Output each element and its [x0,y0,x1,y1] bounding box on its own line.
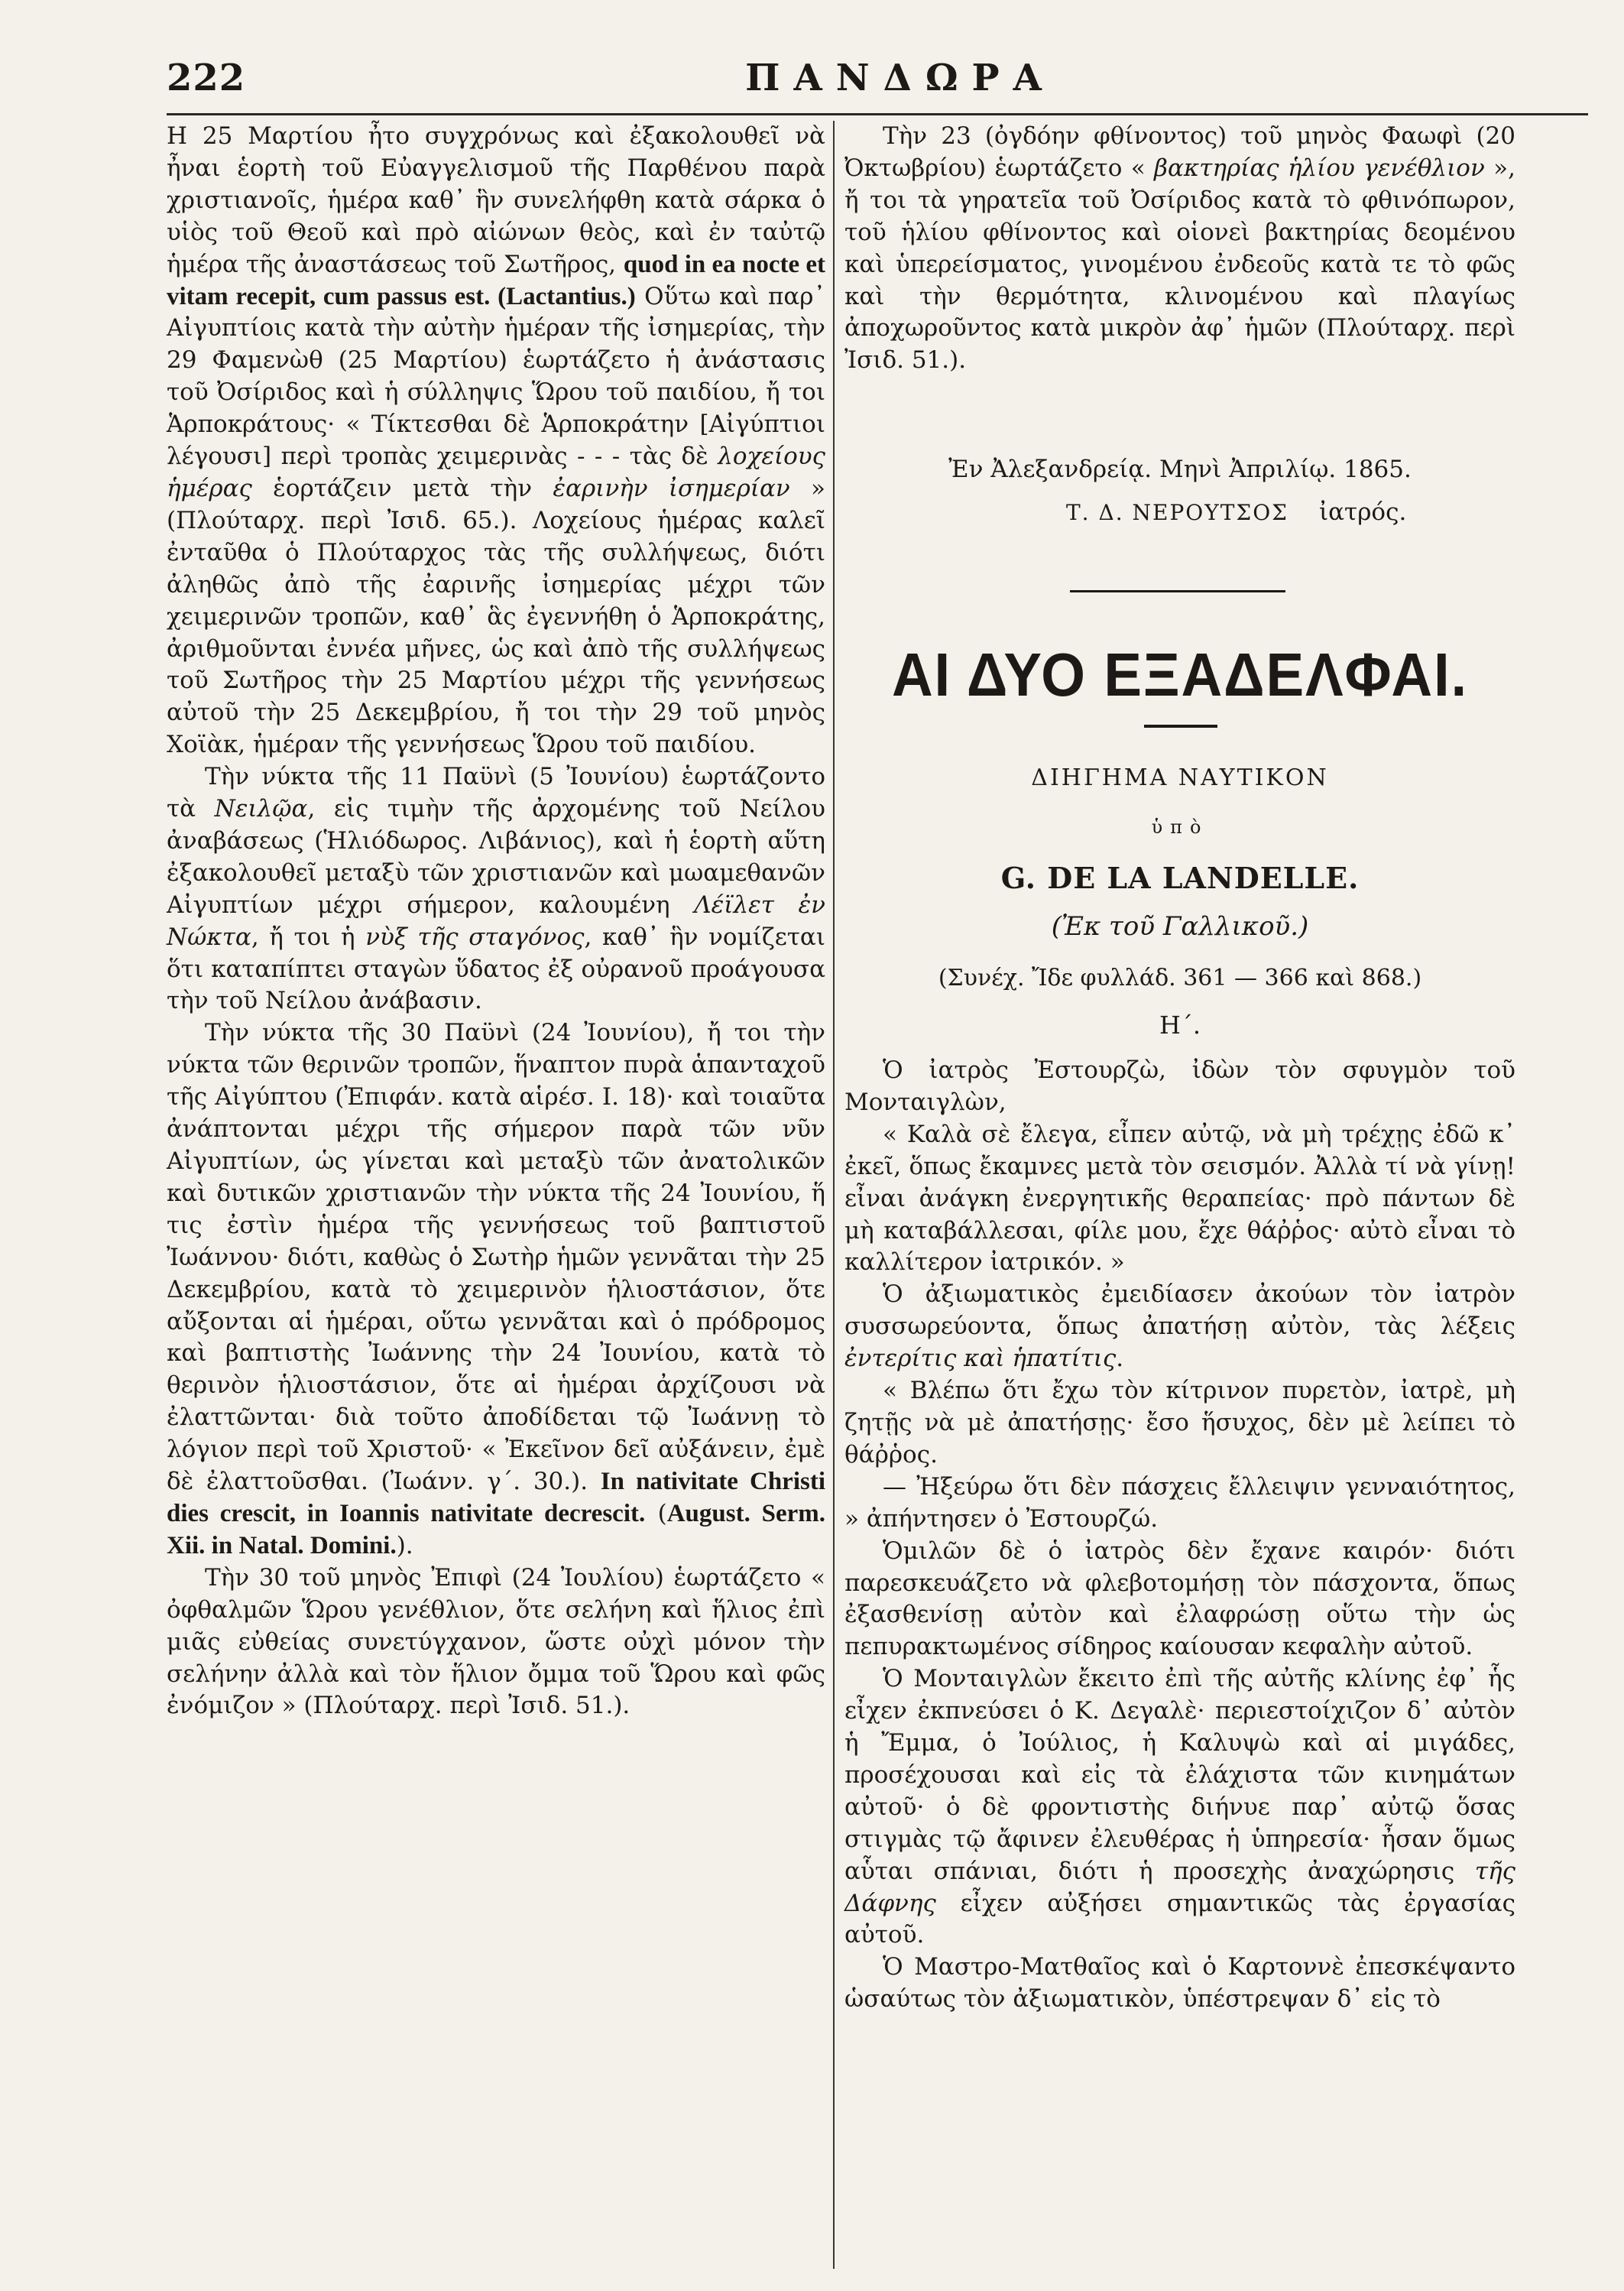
paragraph [167,761,825,1017]
text-run: Ὁ Μονταιγλὼν ἔκειτο ἐπὶ τῆς αὐτῆς κλίνης ἐφ᾿ ἧς εἶχεν ἐκπνεύσει ὁ Κ. Δεγαλὲ· περιεστοίχιζον δ᾿ αὐτὸν ἡ Ἔμμα, ὁ Ἰούλιος, ἡ Καλυψὼ καὶ αἱ μιγάδες, προσέχουσαι καὶ εἰς τὰ ἐλάχιστα τῶν κινημάτων αὐτοῦ· ὁ δὲ φροντιστὴς διήνυε παρ᾿ αὐτῷ ὅσας στιγμὰς τῷ ἄφινεν ἐλευθέρας ἡ ὑπηρεσία· ἦσαν ὅμως αὗται σπάνιαι, διότι ἡ προσεχὴς ἀναχώρησις [844,1665,1515,1885]
title-ornament [1144,725,1217,728]
text-run: Η 25 Μαρτίου ἦτο συγχρόνως καὶ ἐξακολουθεῖ νὰ ἦναι ἑορτὴ τοῦ Εὐαγγελισμοῦ τῆς Παρθένου παρὰ χριστιανοῖς, ἡμέρα καθ᾿ ἣν συνελήφθη κατὰ σάρκα ὁ υἱὸς τοῦ Θεοῦ καὶ πρὸ αἰώνων θεὸς, καὶ ἐν ταὐτῷ ἡμέρα τῆς ἀναστάσεως τοῦ Σωτῆρος, [167,122,825,278]
signature-name: Τ. Δ. ΝΕΡΟΥΤΣΟΣ [1066,500,1289,525]
paragraph [844,1536,1515,1664]
running-title: ΠΑΝΔΩΡΑ [745,57,1055,99]
paragraph [844,1279,1515,1375]
paragraph [167,121,825,761]
chapter-number: Η΄. [1159,1011,1201,1040]
text-run: « Καλὰ σὲ ἔλεγα, εἶπεν αὐτῷ, νὰ μὴ τρέχῃς ἐδῶ κ᾿ ἐκεῖ, ὅπως ἔκαμνες μετὰ τὸν σεισμόν. Ἀλλὰ τί νὰ γίνῃ! εἶναι ἀνάγκη ἐνεργητικῆς θεραπείας· πρὸ πάντων δὲ μὴ καταβάλλεσαι, φίλε μου, ἔχε θάῤῥος· αὐτὸ εἶναι τὸ καλλίτερον ἰατρικόν. » [844,1120,1515,1277]
italic-term: τῆς Δάφνης [844,1857,1515,1917]
signature [844,495,1515,530]
italic-term: Λέϊλετ ἐν Νώκτα [167,891,825,951]
text-run: , ἤ τοι ἡ [251,923,366,951]
column-divider [833,121,835,2269]
latin-quote: quod in ea nocte et vitam recepit, cum passus est. (Lactantius.) [167,250,826,310]
text-run: ἑορτάζειν μετὰ τὴν [251,474,553,502]
text-run: , καθ᾿ ἣν νομίζεται ὅτι καταπίπτει σταγὼν ὕδατος ἐξ οὐρανοῦ προάγουσα τὴν τοῦ Νείλου ἀνάβασιν. [167,923,825,1015]
text-run: Τὴν 23 (ὀγδόην φθίνοντος) τοῦ μηνὸς Φαωφὶ (20 Ὀκτωβρίου) ἑωρτάζετο « [844,122,1515,182]
text-run: ). [396,1531,413,1559]
story-text [844,1055,1515,2016]
story-title: ΑΙ ΔΥΟ ΕΞΑΔΕΛΦΑΙ. [891,641,1469,709]
text-run: Ὁ Μαστρο-Ματθαῖος καὶ ὁ Καρτοννὲ ἐπεσκέψαντο ὡσαύτως τὸν ἀξιωματικὸν, ὑπέστρεψαν δ᾿ εἰς τὸ [844,1953,1515,2014]
story-author: G. DE LA LANDELLE. [1000,861,1360,895]
italic-term: ἐαρινὴν ἰσημερίαν [553,474,790,502]
italic-term: ἐντερίτις καὶ ἡπατίτις [844,1345,1117,1373]
paragraph [844,1952,1515,2016]
italic-term: λοχείους ἡμέρας [167,443,825,502]
text-run: « Βλέπω ὅτι ἔχω τὸν κίτρινον πυρετὸν, ἰατρὲ, μὴ ζητῇς νὰ μὲ ἀπατήσῃς· ἔσο ἥσυχος, δὲν μὲ λείπει τὸ θάῤῥος. [844,1377,1515,1468]
text-run: Ὁμιλῶν δὲ ὁ ἰατρὸς δὲν ἔχανε καιρόν· διότι παρεσκευάζετο νὰ φλεβοτομήσῃ τὸν πάσχοντα, ὅπως ἐξασθενίσῃ αὐτὸν καὶ ἐλαφρώσῃ οὕτω τὴν ὡς πεπυρακτωμένος σίδηρος καίουσαν κεφαλὴν αὐτοῦ. [844,1537,1515,1661]
paragraph [844,1663,1515,1952]
translation-note: (Ἐκ τοῦ Γαλλικοῦ.) [1051,911,1309,942]
text-run: » (Πλούταρχ. περὶ Ἰσιδ. 65.). Λοχείους ἡμέρας καλεῖ ἐνταῦθα ὁ Πλούταρχος τὰς τῆς συλλήψεως, διότι ἀληθῶς ἀπὸ τῆς ἐαρινῆς ἰσημερίας μέχρι τῶν χειμερινῶν τροπῶν, καθ᾿ ἃς ἐγεννήθη ὁ Ἁρποκράτης, ἀριθμοῦνται ἐννέα μῆνες, ὡς καὶ ἀπὸ τῆς συλλήψεως τοῦ Σωτῆρος τὴν 25 Μαρτίου μέχρι τῆς γεννήσεως αὐτοῦ τὴν 25 Δεκεμβρίου, ἤ τοι τὴν 29 τοῦ μηνὸς Χοϊὰκ, ἡμέραν τῆς γεννήσεως Ὥρου τοῦ παιδίου. [167,474,825,759]
text-run: Τὴν νύκτα τῆς 30 Παϋνὶ (24 Ἰουνίου), ἤ τοι τὴν νύκτα τῶν θερινῶν τροπῶν, ἥναπτον πυρὰ ἁπανταχοῦ τῆς Αἰγύπτου (Ἐπιφάν. κατὰ αἱρέσ. I. 18)· καὶ τοιαῦτα ἀνάπτονται μέχρι τῆς σήμερον παρὰ τῶν νῦν Αἰγυπτίων, ὡς γίνεται καὶ μεταξὺ τῶν ἀνατολικῶν καὶ δυτικῶν χριστιανῶν τὴν νύκτα τῆς 24 Ἰουνίου, ἥ τις ἐστὶν ἡμέρα τῆς γεννήσεως τοῦ βαπτιστοῦ Ἰωάννου· διότι, καθὼς ὁ Σωτὴρ ἡμῶν γεννᾶται τὴν 25 Δεκεμβρίου, κατὰ τὸ χειμερινὸν ἡλιοστάσιον, ὅτε αὔξονται αἱ ἡμέραι, οὕτω γεννᾶται καὶ ὁ πρόδρομος καὶ βαπτιστὴς Ἰωάννης τὴν 24 Ἰουνίου, κατὰ τὸ θερινὸν ἡλιοστάσιον, ὅτε αἱ ἡμέραι ἀρχίζουσι νὰ ἐλαττῶνται· διὰ τοῦτο ἀποδίδεται τῷ Ἰωάννῃ τὸ λόγιον περὶ τοῦ Χριστοῦ· « Ἐκεῖνον δεῖ αὐξάνειν, ἐμὲ δὲ ἐλαττοῦσθαι. (Ἰωάνν. γ΄. 30.). [167,1019,825,1496]
right-column-article-end [844,121,1515,377]
story-by: ὑπὸ [1151,816,1209,838]
text-run: — Ἠξεύρω ὅτι δὲν πάσχεις ἔλλειψιν γενναιότητος, » ἀπήντησεν ὁ Ἐστουρζώ. [844,1472,1515,1533]
paragraph [844,1055,1515,1119]
paragraph [844,1472,1515,1536]
paragraph [844,1119,1515,1280]
place-date: Ἐν Ἀλεξανδρείᾳ. Μηνὶ Ἀπριλίῳ. 1865. [948,456,1412,483]
text-run: Τὴν νύκτα τῆς 11 Παϋνὶ (5 Ἰουνίου) ἑωρτάζοντο τὰ [167,763,825,823]
text-run: Τὴν 30 τοῦ μηνὸς Ἐπιφὶ (24 Ἰουλίου) ἑωρτάζετο « ὀφθαλμῶν Ὥρου γενέθλιον, ὅτε σελήνη καὶ ἥλιος ἐπὶ μιᾶς εὐθείας συνετύγχανον, ὥστε οὐχὶ μόνον τὴν σελήνην ἀλλὰ καὶ τὸν ἥλιον ὄμμα τοῦ Ὥρου καὶ φῶς ἐνόμιζον » (Πλούταρχ. περὶ Ἰσιδ. 51.). [167,1563,825,1720]
text-run: Ὁ ἰατρὸς Ἐστουρζὼ, ἰδὼν τὸν σφυγμὸν τοῦ Μονταιγλὼν, [844,1056,1515,1116]
left-column [167,121,825,1722]
header-rule [167,113,1588,115]
paragraph [167,1017,825,1562]
text-run: Ὁ ἀξιωματικὸς ἐμειδίασεν ἀκούων τὸν ἰατρὸν συσσωρεύοντα, ὅπως ἀπατήσῃ αὐτὸν, τὰς λέξεις [844,1280,1515,1341]
paragraph [167,1562,825,1723]
continued-note: (Συνέχ. Ἴδε φυλλάδ. 361 — 366 καὶ 868.) [938,965,1422,991]
text-run: ( [645,1499,667,1527]
page-number: 222 [167,57,246,99]
text-run: . [1116,1345,1124,1373]
text-run: , εἰς τιμὴν τῆς ἀρχομένης τοῦ Νείλου ἀναβάσεως (Ἡλιόδωρος. Λιβάνιος), καὶ ἡ ἑορτὴ αὕτη ἐξακολουθεῖ μεταξὺ τῶν χριστιανῶν καὶ μωαμεθανῶν Αἰγυπτίων μέχρι σήμερον, καλουμένη [167,795,825,919]
text-run: εἶχεν αὐξήσει σημαντικῶς τὰς ἐργασίας αὐτοῦ. [844,1889,1515,1949]
italic-term: βακτηρίας ἡλίου γενέθλιον [1154,154,1485,182]
latin-quote: In nativitate Christi dies crescit, in Ioannis nativitate decrescit. [167,1468,825,1527]
article-separator [1070,590,1285,592]
latin-quote: August. Serm. Xii. in Natal. Domini. [167,1499,825,1559]
paragraph [844,121,1515,377]
text-run: », ἤ τοι τὰ γηρατεῖα τοῦ Ὀσίριδος κατὰ τὸ φθινόπωρον, τοῦ ἡλίου φθίνοντος καὶ οἱονεὶ βακτηρίας δεομένου καὶ ὑπερείσματος, γινομένου ἐνδεοῦς κατὰ τε τὸ φῶς καὶ τὴν θερμότητα, κλινομένου καὶ πλαγίως ἀποχωροῦντος κατὰ μικρὸν ἀφ᾿ ἡμῶν (Πλούταρχ. περὶ Ἰσιδ. 51.). [844,154,1515,375]
signature-role: ἰατρός. [1318,498,1407,526]
paragraph [844,1375,1515,1472]
text-run: Οὕτω καὶ παρ᾿ Αἰγυπτίοις κατὰ τὴν αὐτὴν ἡμέραν τῆς ἰσημερίας, τὴν 29 Φαμενὼθ (25 Μαρτίου) ἑωρτάζετο ἡ ἀνάστασις τοῦ Ὀσίριδος καὶ ἡ σύλληψις Ὥρου τοῦ παιδίου, ἤ τοι Ἁρποκράτους· « Τίκτεσθαι δὲ Ἁρποκράτην [Αἰγύπτιοι λέγουσι] περὶ τροπὰς χειμερινὰς - - - τὰς δὲ [167,282,826,471]
story-subtitle: ΔΙΗΓΗΜΑ ΝΑΥΤΙΚΟΝ [1031,764,1329,791]
italic-term: Νειλῷα [214,795,308,823]
page-header [167,57,1588,110]
italic-term: νὺξ τῆς σταγόνος [365,923,585,951]
